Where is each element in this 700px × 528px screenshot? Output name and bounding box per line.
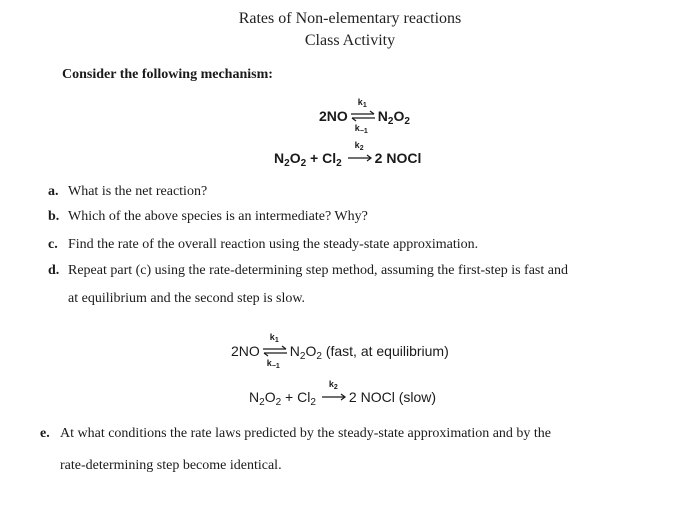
mech1-step2-r2: $Cl_2$ [322,150,342,169]
k-minus1-label: $k_{-1}$ [354,123,368,135]
mech1-step1 [319,97,410,135]
mech1-step1-reactant: 2NO [319,108,348,124]
mech2-step1-reactant: 2NO [231,343,260,359]
plus-sign: + [306,150,323,166]
k-minus1-label: $k_{-1}$ [266,358,280,370]
question-d-line2: at equilibrium and the second step is slow. [68,291,306,306]
forward-arrow-icon [321,379,347,404]
k2-label: $k_2$ [328,379,338,391]
k2-label: $k_2$ [354,140,364,152]
question-d: d. Repeat part (c) using the rate-determining step method, assuming the first-step is fast and [48,263,568,278]
title-line1: Rates of Non-elementary reactions [238,10,462,27]
mech2-step2-r2: $Cl_2$ [297,389,316,408]
question-b: b. Which of the above species is an intermediate? Why? [48,209,368,224]
mech2-step2 [249,379,437,408]
question-e-line2: rate-determining step become identical. [60,458,282,473]
question-a: a. What is the net reaction? [48,184,208,199]
forward-arrow-icon [347,140,373,165]
mech2-step2-r1: $N_2O_2$ [249,389,282,408]
equilibrium-arrow-icon [262,332,288,370]
mech2-step2-note: (slow) [394,389,437,405]
k1-label: $k_1$ [269,332,279,344]
mech1-step2-product: 2 NOCl [374,150,422,166]
equilibrium-arrow-icon [350,97,376,135]
intro-text: Consider the following mechanism: [62,67,273,82]
question-c: c. Find the rate of the overall reaction using the steady-state approximation. [48,237,479,252]
title-line2: Class Activity [304,32,396,49]
mech1-step1-product: $N_2O_2$ [377,108,410,127]
mech1-step2-r1: $N_2O_2$ [274,150,307,169]
mech2-step1-product: $N_2O_2$ [289,343,322,362]
k1-label: $k_1$ [357,97,367,109]
mech2-step2-product: 2 NOCl [348,389,395,405]
mech2-step1-note: (fast, at equilibrium) [321,343,449,359]
question-e: e. At what conditions the rate laws predicted by the steady-state approximation and by the [40,426,552,441]
mech2-step1 [231,332,449,370]
plus-sign: + [281,389,298,405]
mech1-step2 [274,140,422,169]
